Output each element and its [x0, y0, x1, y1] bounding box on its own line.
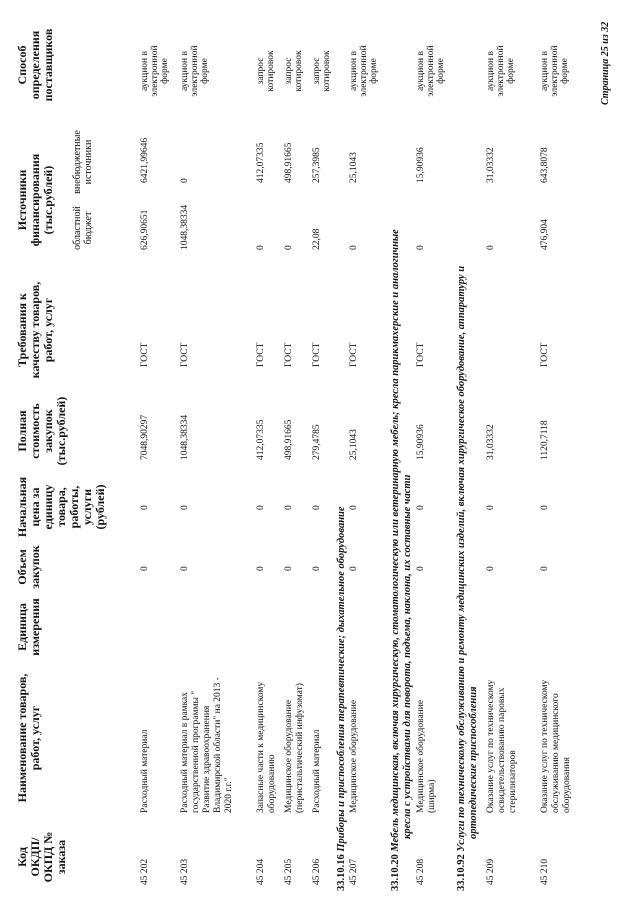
row-code: 45 208	[416, 858, 426, 885]
row-volume: 0	[180, 566, 190, 571]
row-code: 45 205	[284, 858, 294, 885]
row-regional: 0	[416, 245, 426, 250]
row-regional: 0	[486, 245, 496, 250]
row-requirements: ГОСТ	[416, 342, 426, 367]
row-volume: 0	[349, 566, 359, 571]
row-extra: 0	[180, 178, 190, 183]
row-requirements: ГОСТ	[540, 342, 550, 367]
row-extra: 31,03332	[486, 147, 496, 183]
section-code: 33.10.92	[456, 854, 467, 891]
row-volume: 0	[284, 566, 294, 571]
row-requirements: ГОСТ	[256, 342, 266, 367]
row-total: 412,07335	[256, 419, 266, 460]
section-heading	[456, 266, 468, 891]
header-source-extra: внебюджетные источники	[72, 130, 94, 194]
row-extra: 6421,99646	[140, 137, 150, 183]
row-name: Расходный материал в рамках государственной программы " Развитие здравоохранения Владимирской области" на 2013 - 2020 г.г."	[180, 677, 234, 813]
header-requirements: Требования к качеству товаров, работ, услуг	[15, 281, 55, 379]
row-extra: 15,90936	[416, 147, 426, 183]
row-regional: 1048,38334	[180, 204, 190, 250]
header-volume: Объем закупок	[15, 545, 42, 589]
row-name: Расходный материал	[312, 729, 322, 813]
row-name: Медицинское оборудование (перистальтический инфузомат)	[284, 683, 305, 813]
row-price: 0	[284, 505, 294, 510]
section-title-cont: кресла с устройствами для поворота, подъема, наклона, их составные части	[402, 474, 413, 839]
row-regional: 22,08	[312, 228, 322, 250]
header-sources: Источники финансирования (тыс.рублей)	[15, 153, 55, 247]
row-code: 45 202	[140, 858, 150, 885]
row-price: 0	[312, 505, 322, 510]
row-requirements: ГОСТ	[284, 342, 294, 367]
row-total: 498,91665	[284, 419, 294, 460]
row-method: запрос котировок	[284, 50, 304, 92]
row-regional: 476,904	[540, 219, 550, 250]
row-volume: 0	[540, 566, 550, 571]
row-volume: 0	[256, 566, 266, 571]
row-total: 31,03332	[486, 424, 496, 460]
section-code: 33.10.20	[390, 854, 401, 891]
row-total: 1120,7118	[540, 420, 550, 460]
row-total: 7048,90297	[140, 414, 150, 460]
page-number: Страница 25 из 32	[600, 21, 611, 105]
header-total: Полная стоимость закупок (тыс.рублей)	[15, 396, 68, 466]
row-code: 45 209	[486, 858, 496, 885]
row-method: аукцион в электронной форме	[349, 45, 379, 97]
row-name: Оказание услуг по техническому обслуживанию медицинского оборудования	[540, 679, 572, 813]
row-regional: 626,90651	[140, 209, 150, 250]
section-title: Услуги по техническому обслуживанию и ремонту медицинских изделий, включая хирургическое оборудование, аппаратуру и	[456, 265, 467, 852]
row-price: 0	[540, 505, 550, 510]
row-price: 0	[140, 505, 150, 510]
row-volume: 0	[416, 566, 426, 571]
row-extra: 257,3985	[312, 147, 322, 183]
header-name: Наименование товаров, работ, услуг	[15, 673, 42, 803]
row-price: 0	[256, 505, 266, 510]
row-method: аукцион в электронной форме	[140, 45, 170, 97]
row-regional: 0	[256, 245, 266, 250]
section-title: Приборы и приспособления терапевтические; дыхательное оборудование	[336, 506, 347, 852]
row-price: 0	[349, 505, 359, 510]
row-total: 15,90936	[416, 424, 426, 460]
row-method: запрос котировок	[312, 50, 332, 92]
row-requirements: ГОСТ	[349, 342, 359, 367]
header-method: Способ определения поставщиков	[15, 28, 55, 102]
row-total: 279,4785	[312, 424, 322, 460]
row-extra: 498,91665	[284, 142, 294, 183]
row-extra: 643,8078	[540, 147, 550, 183]
row-volume: 0	[486, 566, 496, 571]
row-code: 45 204	[256, 858, 266, 885]
row-total: 25,1043	[349, 429, 359, 460]
row-extra: 412,07335	[256, 142, 266, 183]
row-price: 0	[486, 505, 496, 510]
row-method: запрос котировок	[256, 50, 276, 92]
section-heading	[336, 506, 348, 891]
row-method: аукцион в электронной форме	[180, 45, 210, 97]
row-method: аукцион в электронной форме	[416, 45, 446, 97]
row-regional: 0	[349, 245, 359, 250]
row-name: Запасные части к медицинскому оборудованию	[256, 681, 277, 813]
row-requirements: ГОСТ	[140, 342, 150, 367]
row-code: 45 206	[312, 858, 322, 885]
row-method: аукцион в электронной форме	[540, 45, 570, 97]
row-total: 1048,38334	[180, 414, 190, 460]
header-source-regional: областной бюджет	[72, 206, 94, 250]
row-code: 45 203	[180, 858, 190, 885]
row-extra: 25,1043	[349, 152, 359, 183]
row-volume: 0	[312, 566, 322, 571]
section-title-cont: ортопедические приспособления	[468, 686, 479, 839]
row-name: Оказание услуг по техническому освидетельствованию паровых стерилизаторов	[486, 679, 518, 813]
section-code: 33.10.16	[336, 854, 347, 891]
row-requirements: ГОСТ	[312, 342, 322, 367]
row-code: 45 207	[349, 858, 359, 885]
header-code: Код ОКДП/ ОКПД № заказа	[15, 831, 68, 883]
header-price: Начальная цена за единицу товара, работы, услуги (рублей)	[15, 476, 107, 538]
header-unit: Единица измерения	[15, 598, 42, 656]
section-title: Мебель медицинская, включая хирургическую, стоматологическую или ветеринарную мебель; кресла парикмахерские и аналогичные	[390, 229, 401, 852]
row-volume: 0	[140, 566, 150, 571]
row-method: аукцион в электронной форме	[486, 45, 516, 97]
row-name: Расходный материал	[140, 729, 150, 813]
row-code: 45 210	[540, 858, 550, 885]
section-heading	[390, 229, 402, 891]
row-name: Медицинское оборудование (ширма)	[416, 699, 437, 813]
row-price: 0	[416, 505, 426, 510]
row-name: Медицинское оборудование	[349, 699, 359, 813]
row-regional: 0	[284, 245, 294, 250]
row-price: 0	[180, 505, 190, 510]
row-requirements: ГОСТ	[180, 342, 190, 367]
